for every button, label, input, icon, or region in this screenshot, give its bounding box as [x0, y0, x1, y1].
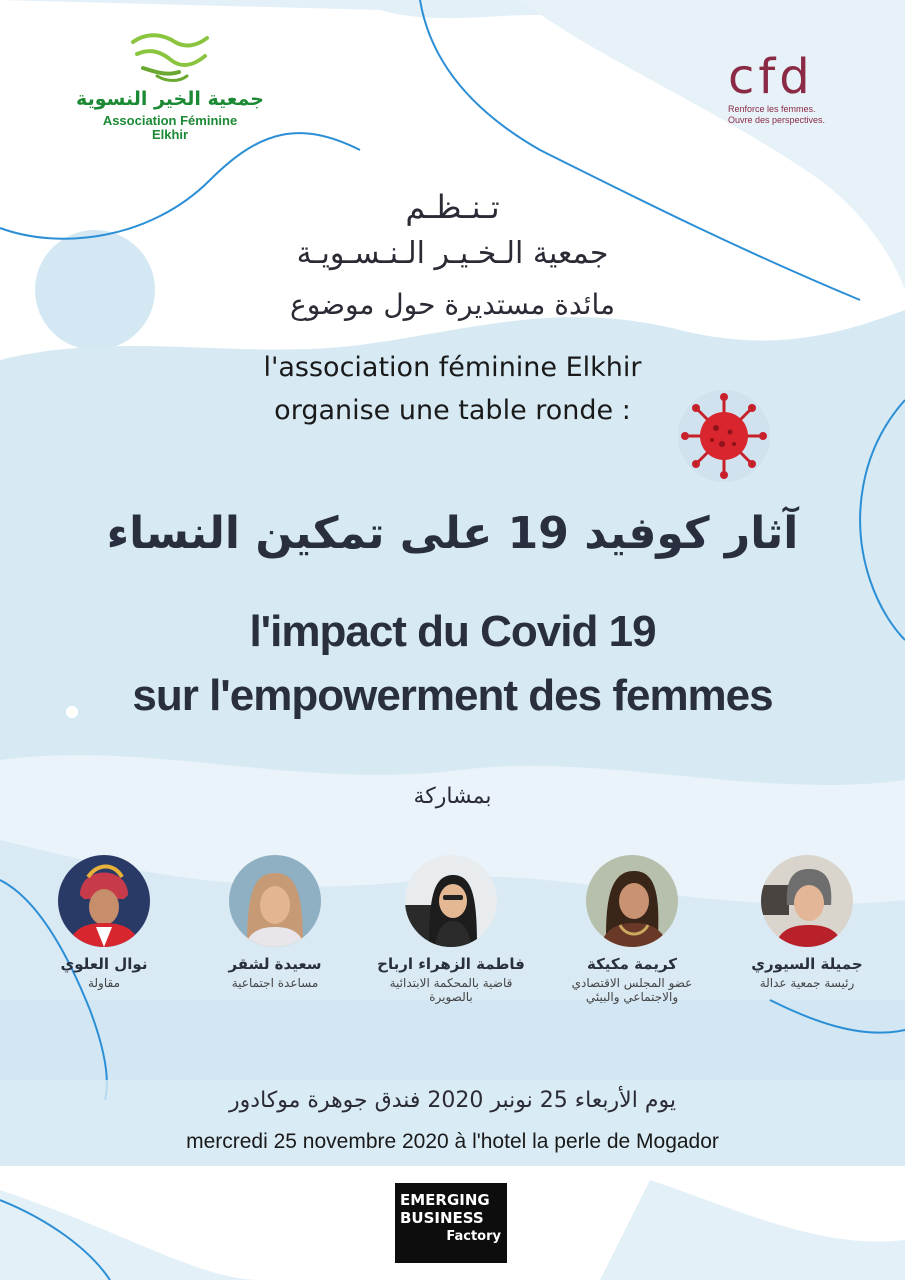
speaker-role-line2: بالصويرة	[429, 990, 473, 1004]
speaker-role	[547, 976, 717, 1004]
speaker-avatar	[58, 855, 150, 947]
speaker-role-line2: والاجتماعي والبيئي	[585, 990, 679, 1004]
speaker-avatar	[586, 855, 678, 947]
speaker-name: كريمة مكيكة	[586, 955, 677, 973]
speaker-name: جميلة السيوري	[751, 955, 863, 973]
cfd-logo	[728, 49, 878, 142]
intro-ar-association: جمعية الـخـيـر الـنـسـويـة	[296, 236, 609, 271]
elkhir-logo	[70, 28, 270, 168]
speaker-name: نوال العلوي	[60, 955, 148, 973]
intro-ar-roundtable: مائدة مستديرة حول موضوع	[290, 288, 615, 321]
speaker-card	[366, 855, 536, 1004]
handshake-icon	[127, 28, 213, 86]
speaker-card	[722, 855, 892, 990]
speaker-role-line1: قاضية بالمحكمة الابتدائية	[389, 976, 513, 990]
speaker-avatar	[405, 855, 497, 947]
speaker-role: مقاولة	[87, 976, 121, 990]
event-date-ar: يوم الأربعاء 25 نونبر 2020 فندق جوهرة موكادور	[229, 1088, 676, 1113]
intro-ar-organizes: تـنـظـم	[405, 188, 500, 226]
event-date-fr: mercredi 25 novembre 2020 à l'hotel la perle de Mogador	[186, 1130, 719, 1153]
elkhir-logo-name-fr-line1: Association Féminine	[102, 113, 238, 128]
elkhir-logo-name-fr-line2: Elkhir	[151, 127, 189, 142]
title-fr-line2: sur l'empowerment des femmes	[132, 671, 773, 720]
title-ar: آثار كوفيد 19 على تمكين النساء	[106, 508, 799, 559]
emerging-business-factory-logo	[395, 1183, 507, 1263]
cfd-logo-tagline	[728, 104, 878, 126]
speaker-role: مساعدة اجتماعية	[231, 976, 319, 990]
elkhir-logo-name-ar: جمعية الخير النسوية	[76, 88, 264, 110]
speaker-avatar	[761, 855, 853, 947]
speaker-card	[547, 855, 717, 1004]
ebf-logo-line3: Factory	[446, 1229, 501, 1244]
elkhir-logo-name-fr	[70, 114, 270, 142]
intro-fr-roundtable: organise une table ronde :	[274, 395, 631, 426]
speaker-role-line1: عضو المجلس الاقتصادي	[571, 976, 693, 990]
ebf-logo-line1: EMERGING	[400, 1191, 490, 1209]
speaker-card	[19, 855, 189, 990]
cfd-tagline-line2: Ouvre des perspectives.	[728, 115, 826, 125]
speaker-name: سعيدة لشقر	[228, 955, 322, 973]
speaker-avatar	[229, 855, 321, 947]
speaker-role: رئيسة جمعية عدالة	[759, 976, 855, 990]
cfd-logo-mark: cfd	[728, 49, 814, 105]
speaker-role	[366, 976, 536, 1004]
cfd-tagline-line1: Renforce les femmes.	[728, 104, 816, 114]
title-fr-line1: l'impact du Covid 19	[249, 607, 656, 656]
speaker-name: فاطمة الزهراء ارباح	[377, 955, 525, 973]
participation-label: بمشاركة	[413, 784, 492, 809]
intro-fr-association: l'association féminine Elkhir	[263, 352, 642, 383]
coronavirus-icon	[672, 386, 782, 486]
speaker-card	[190, 855, 360, 990]
ebf-logo-line2: BUSINESS	[400, 1209, 484, 1227]
